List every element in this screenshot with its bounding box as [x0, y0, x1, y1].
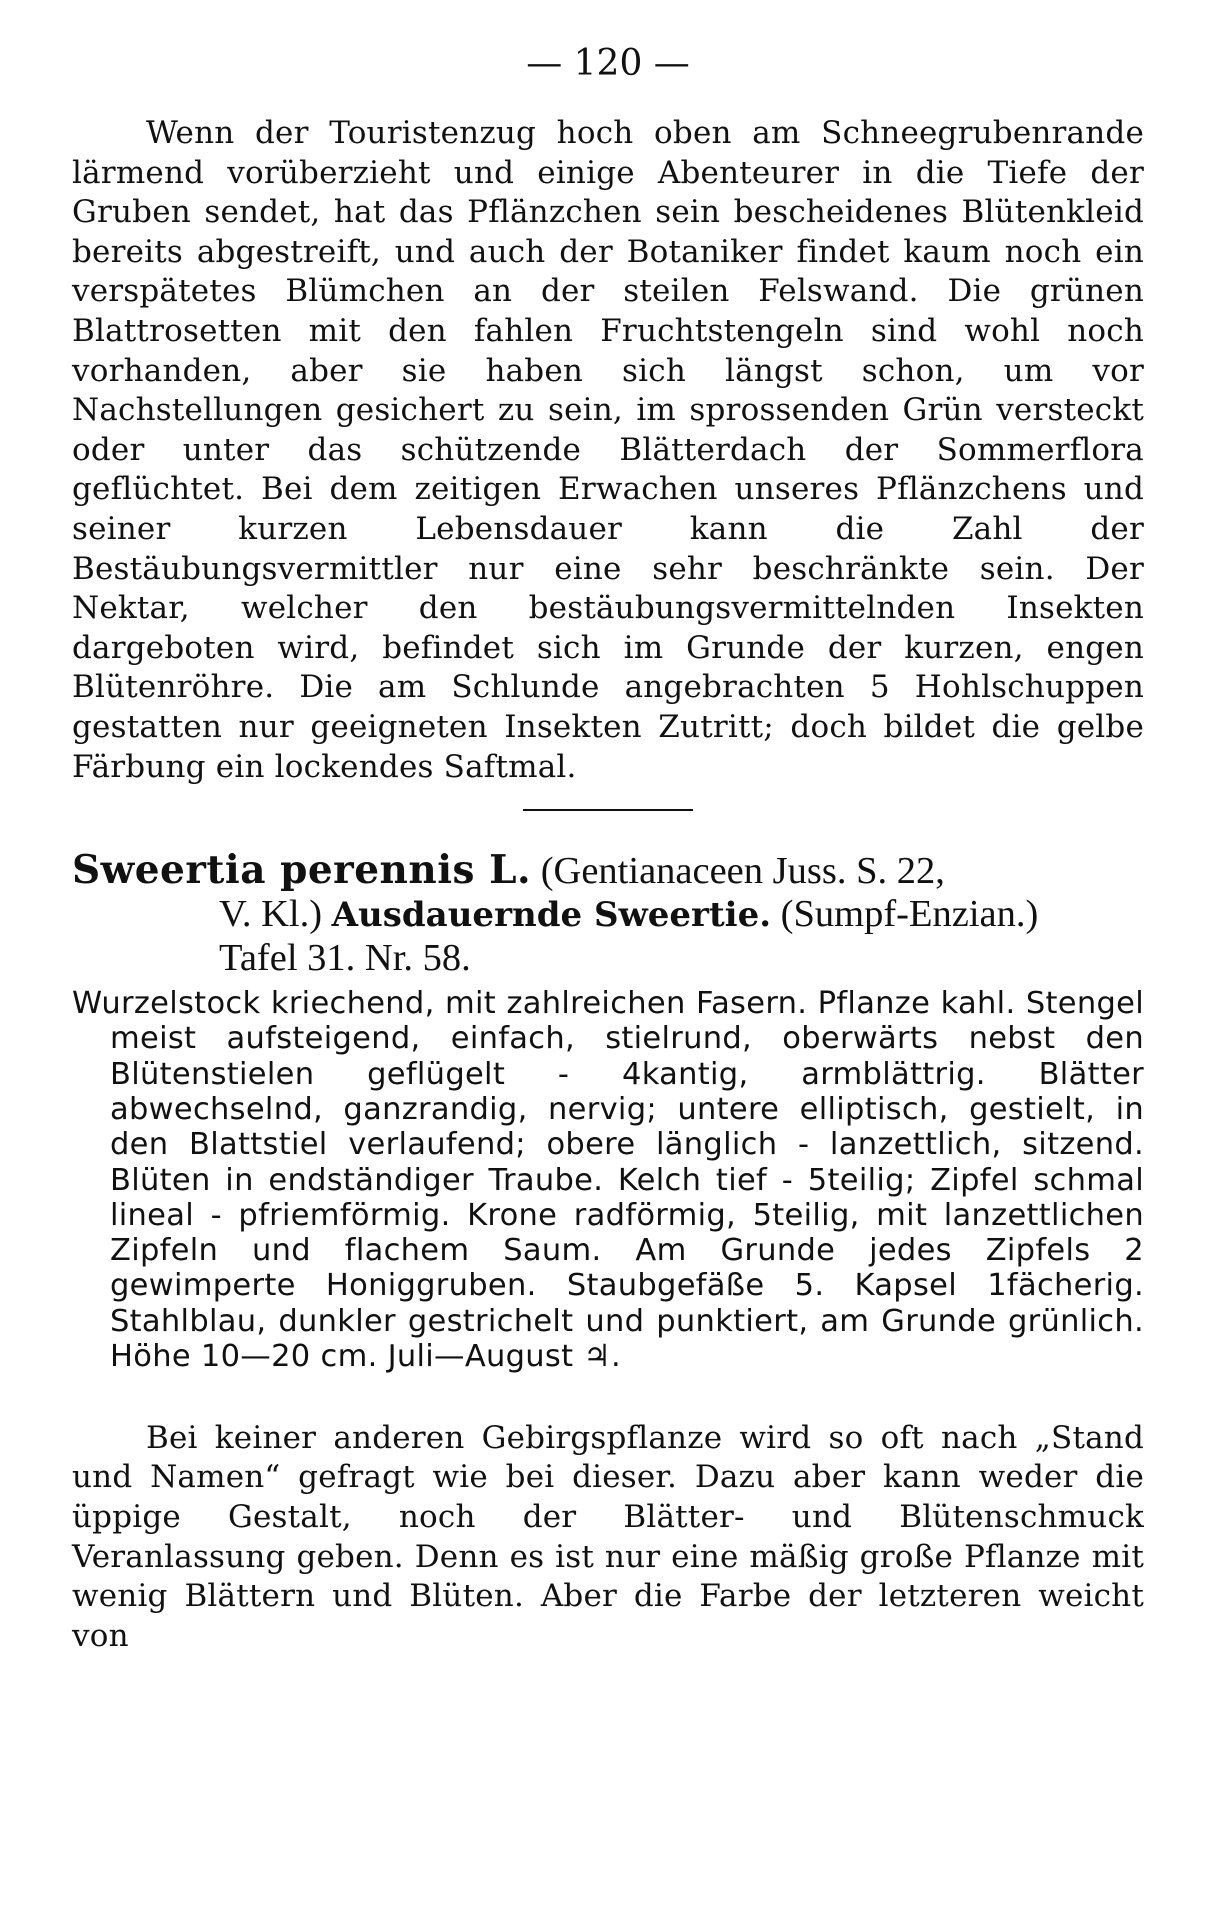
spacer — [72, 1405, 1144, 1419]
common-name: Ausdauernde Sweertie. — [331, 895, 772, 936]
page-number: — 120 — — [526, 43, 690, 84]
family-reference: (Gentianaceen Juss. S. 22, — [540, 850, 945, 893]
species-name: Sweertia perennis L. — [72, 847, 532, 894]
section-divider — [523, 809, 693, 811]
class-reference: V. Kl.) — [219, 893, 323, 936]
alternative-name: (Sumpf-Enzian.) — [780, 893, 1039, 936]
heading-line-2 — [219, 893, 1144, 937]
paragraph-stand-und-namen: Bei keiner anderen Gebirgspflanze wird so oft nach „Stand und Namen“ gefragt wie bei dieser. Dazu aber kann weder die üppige Gestalt, noch der Blätter- und Blütenschmuck Veranlassung geben. Denn es ist nur eine mäßig große Pflanze mit wenig Blättern und Blüten. Aber die Farbe der letzteren weicht von — [72, 1419, 1144, 1654]
heading-line-3 — [219, 937, 1144, 980]
plate-reference: Tafel 31. Nr. 58. — [219, 937, 471, 980]
species-description: Wurzelstock kriechend, mit zahlreichen Fasern. Pflanze kahl. Stengel meist aufsteigend, einfach, stielrund, oberwärts nebst den Blütenstielen geflügelt - 4kantig, armblättrig. Blätter abwechselnd, ganzrandig, nervig; untere elliptisch, gestielt, in den Blattstiel verlaufend; obere länglich - lanzettlich, sitzend. Blüten in endständiger Traube. Kelch tief - 5teilig; Zipfel schmal lineal - pfriemförmig. Krone radförmig, 5teilig, mit lanzettlichen Zipfeln und flachem Saum. Am Grunde jedes Zipfels 2 gewimperte Honiggruben. Staubgefäße 5. Kapsel 1fächerig. Stahlblau, dunkler gestrichelt und punktiert, am Grunde grünlich. Höhe 10—20 cm. Juli—August ♃. — [72, 986, 1144, 1375]
species-heading — [72, 849, 1144, 980]
heading-line-1 — [72, 847, 1144, 894]
paragraph-schneegrube: Wenn der Touristenzug hoch oben am Schneegrubenrande lärmend vorüberzieht und einige Abenteurer in die Tiefe der Gruben sendet, hat das Pflänzchen sein bescheidenes Blütenkleid bereits abgestreift, und auch der Botaniker findet kaum noch ein verspätetes Blümchen an der steilen Felswand. Die grünen Blattrosetten mit den fahlen Fruchtstengeln sind wohl noch vorhanden, aber sie haben sich längst schon, um vor Nachstellungen gesichert zu sein, im sprossenden Grün versteckt oder unter das schützende Blätterdach der Sommerflora geflüchtet. Bei dem zeitigen Erwachen unseres Pflänzchens und seiner kurzen Lebensdauer kann die Zahl der Bestäubungsvermittler nur eine sehr beschränkte sein. Der Nektar, welcher den bestäubungsvermittelnden Insekten dargeboten wird, befindet sich im Grunde der kurzen, engen Blütenröhre. Die am Schlunde angebrachten 5 Hohlschuppen gestatten nur geeigneten Insekten Zutritt; doch bildet die gelbe Färbung ein lockendes Saftmal. — [72, 115, 1144, 785]
book-page — [72, 40, 1144, 1900]
